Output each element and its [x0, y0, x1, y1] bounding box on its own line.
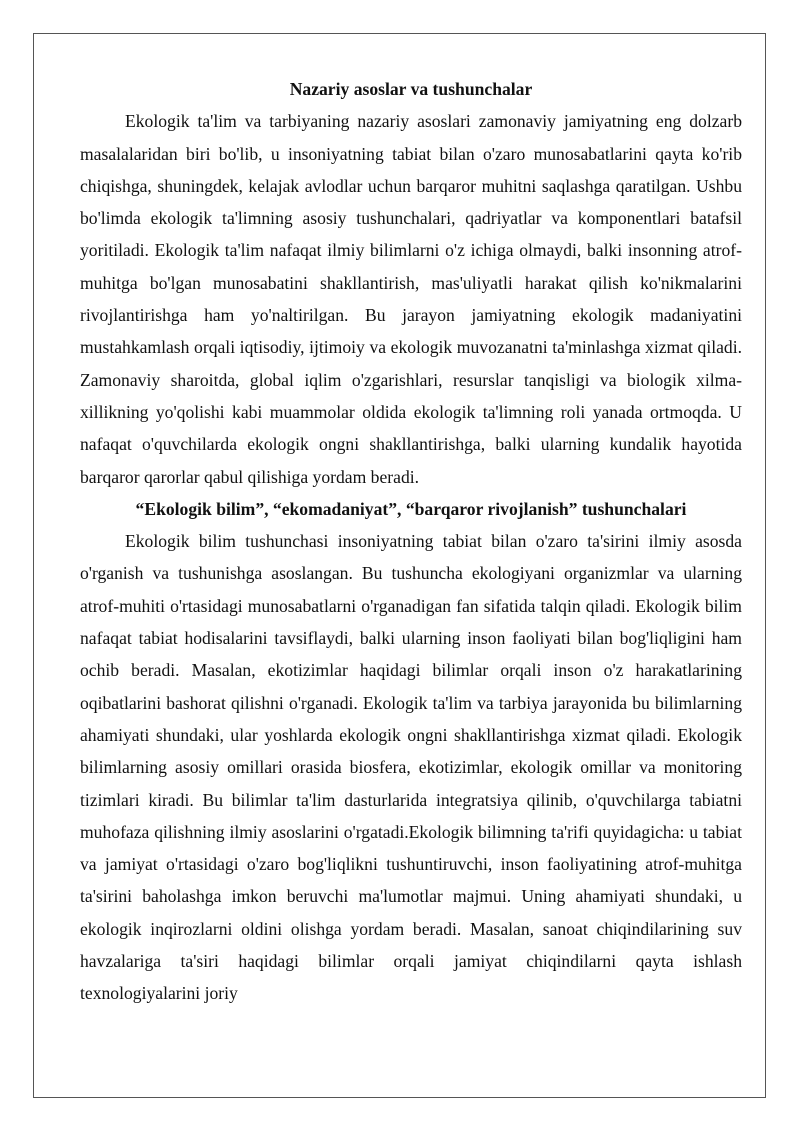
document-body — [80, 73, 742, 1010]
body-paragraph: Ekologik bilim tushunchasi insoniyatning tabiat bilan o'zaro ta'sirini ilmiy asosda o'rganish va tushunishga asoslangan. Bu tushuncha ekologiyani organizmlar va ularning atrof-muhiti o'rtasidagi munosabatlarni o'rganadigan fan sifatida talqin qiladi. Ekologik bilim nafaqat tabiat hodisalarini tavsiflaydi, balki ularning inson faoliyati bilan bog'liqligini ham ochib beradi. Masalan, ekotizimlar haqidagi bilimlar orqali inson o'z harakatlarining oqibatlarini bashorat qilishni o'rganadi. Ekologik ta'lim va tarbiya jarayonida bu bilimlarning ahamiyati shundaki, ular yoshlarda ekologik ongni shakllantirishga xizmat qiladi. Ekologik bilimlarning asosiy omillari orasida biosfera, ekotizimlar, ekologik omillar va monitoring tizimlari kiradi. Bu bilimlar ta'lim dasturlarida integratsiya qilinib, o'quvchilarga tabiatni muhofaza qilishning ilmiy asoslarini o'rgatadi.Ekologik bilimning ta'rifi quyidagicha: u tabiat va jamiyat o'rtasidagi o'zaro bog'liqlikni tushuntiruvchi, inson faoliyatining atrof-muhitga ta'sirini baholashga imkon beruvchi ma'lumotlar majmui. Uning ahamiyati shundaki, u ekologik inqirozlarni oldini olishga yordam beradi. Masalan, sanoat chiqindilarining suv havzalariga ta'siri haqidagi bilimlar orqali jamiyat chiqindilarni qayta ishlash texnologiyalarini joriy — [80, 531, 742, 1004]
section-heading: Nazariy asoslar va tushunchalar — [289, 79, 533, 99]
subsection-heading: “Ekologik bilim”, “ekomadaniyat”, “barqaror rivojlanish” tushunchalari — [135, 498, 687, 519]
intro-paragraph: Ekologik ta'lim va tarbiyaning nazariy asoslari zamonaviy jamiyatning eng dolzarb masalalaridan biri bo'lib, u insoniyatning tabiat bilan o'zaro munosabatlarini qayta ko'rib chiqishga, shuningdek, kelajak avlodlar uchun barqaror muhitni saqlashga qaratilgan. Ushbu bo'limda ekologik ta'limning asosiy tushunchalari, qadriyatlar va komponentlari batafsil yoritiladi. Ekologik ta'lim nafaqat ilmiy bilimlarni o'z ichiga olmaydi, balki insonning atrof-muhitga bo'lgan munosabatini shakllantirish, mas'uliyatli harakat qilish ko'nikmalarini rivojlantirishga ham yo'naltirilgan. Bu jarayon jamiyatning ekologik madaniyatini mustahkamlash orqali iqtisodiy, ijtimoiy va ekologik muvozanatni ta'minlashga xizmat qiladi. Zamonaviy sharoitda, global iqlim o'zgarishlari, resurslar tanqisligi va biologik xilma-xillikning yo'qolishi kabi muammolar oldida ekologik ta'limning roli yanada ortmoqda. U nafaqat o'quvchilarda ekologik ongni shakllantirishga, balki ularning kundalik hayotida barqaror qarorlar qabul qilishiga yordam beradi. — [80, 111, 742, 487]
